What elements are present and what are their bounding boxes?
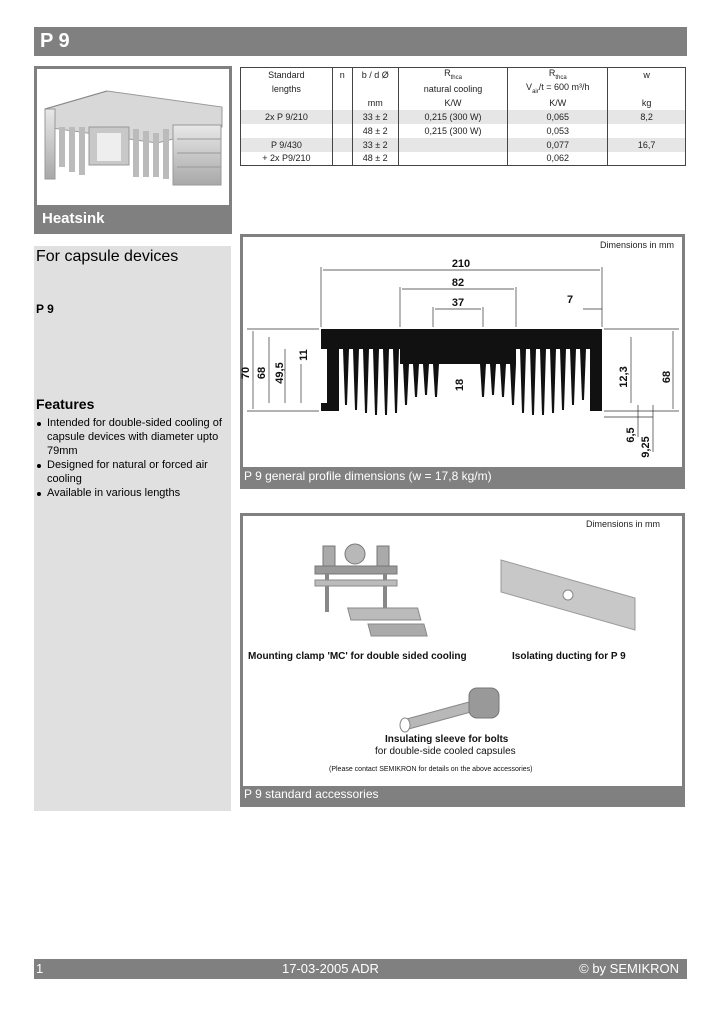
cell-forced: 0,053	[508, 124, 608, 138]
table-units-row	[241, 96, 686, 110]
cell-n	[332, 110, 352, 124]
table-header-row-2	[241, 82, 686, 96]
dim-68-left: 68	[256, 366, 268, 380]
section-heading: For capsule devices	[36, 248, 179, 265]
sleeve-label: Insulating sleeve for bolts	[385, 734, 509, 745]
profile-caption: P 9 general profile dimensions (w = 17,8 kg/m)	[244, 469, 492, 483]
list-item: Designed for natural or forced air cooling	[36, 458, 230, 486]
dim-49-5: 49,5	[274, 362, 286, 384]
dimensions-note: Dimensions in mm	[585, 519, 660, 529]
cell-natural: 0,215 (300 W)	[398, 124, 508, 138]
cell-w: 16,7	[608, 138, 686, 152]
ducting-label: Isolating ducting for P 9	[512, 651, 626, 662]
insulating-sleeve-icon	[400, 688, 499, 732]
title-text: P 9	[40, 30, 70, 52]
page-number: 1	[36, 961, 44, 976]
table-row	[241, 110, 686, 124]
dim-6-5: 6,5	[625, 427, 637, 443]
rth-r: R	[444, 68, 451, 79]
accessories-figure	[240, 513, 685, 807]
dim-68-right: 68	[661, 370, 673, 384]
col-lengths-header-2: lengths	[241, 82, 333, 96]
clamp-label: Mounting clamp 'MC' for double sided cooling	[248, 651, 467, 662]
cell-natural	[398, 152, 508, 166]
cell-natural	[398, 138, 508, 152]
rth-r-forced: R	[548, 68, 556, 79]
sleeve-sublabel: for double-side cooled capsules	[375, 746, 516, 757]
features-list	[36, 416, 230, 500]
unit-forced: K/W	[508, 96, 608, 110]
dim-82: 82	[451, 277, 465, 289]
profile-figure	[240, 234, 685, 489]
cell-w	[608, 124, 686, 138]
product-photo-panel	[34, 66, 232, 234]
dim-70: 70	[240, 366, 252, 380]
col-natural-header-2: natural cooling	[398, 82, 508, 96]
dim-37: 37	[451, 297, 465, 309]
features-heading: Features	[36, 396, 95, 412]
cell-length: 2x P 9/210	[241, 110, 333, 124]
cell-w: 8,2	[608, 110, 686, 124]
cell-bd: 33 ± 2	[352, 138, 398, 152]
dim-7: 7	[566, 294, 574, 306]
dim-18: 18	[454, 378, 466, 392]
profile-drawing	[240, 237, 682, 467]
mounting-clamp-icon	[315, 544, 427, 636]
unit-lengths	[241, 96, 333, 110]
table-row	[241, 138, 686, 152]
vair-rest: /t = 600 m³/h	[538, 82, 590, 93]
contact-note: (Please contact SEMIKRON for details on the above accessories)	[329, 766, 533, 773]
cell-n	[332, 138, 352, 152]
cell-length: + 2x P9/210	[241, 152, 333, 166]
col-n-header: n	[332, 68, 352, 82]
unit-natural: K/W	[398, 96, 508, 110]
dim-9-25: 9,25	[640, 436, 652, 458]
accessories-drawing-area	[243, 516, 682, 786]
cell-length: P 9/430	[241, 138, 333, 152]
cell-bd: 48 ± 2	[352, 152, 398, 166]
vair-v: V	[526, 82, 533, 93]
col-lengths-header: Standard	[241, 68, 333, 82]
cell-n	[332, 152, 352, 166]
model-label: P 9	[36, 302, 54, 316]
cell-forced: 0,062	[508, 152, 608, 166]
table-row	[241, 152, 686, 166]
dim-210: 210	[451, 258, 471, 270]
product-label: Heatsink	[42, 210, 105, 227]
col-bd-header-2	[352, 82, 398, 96]
left-info-panel	[34, 246, 231, 811]
col-forced-header	[508, 68, 608, 82]
vair-sub: air	[532, 88, 539, 95]
col-natural-header	[398, 68, 508, 82]
table-row	[241, 124, 686, 138]
cell-n	[332, 124, 352, 138]
cell-forced: 0,065	[508, 110, 608, 124]
accessories-caption: P 9 standard accessories	[244, 787, 379, 801]
dim-12-3: 12,3	[618, 366, 630, 388]
cell-forced: 0,077	[508, 138, 608, 152]
unit-n	[332, 96, 352, 110]
rth-sub: thca	[450, 75, 462, 82]
dim-11: 11	[298, 349, 310, 361]
profile-drawing-area	[240, 237, 682, 467]
unit-bd: mm	[352, 96, 398, 110]
table-header-row	[241, 68, 686, 82]
col-w-header: w	[608, 68, 686, 82]
col-forced-header-2	[508, 82, 608, 96]
footer-date: 17-03-2005 ADR	[282, 961, 379, 976]
isolating-ducting-icon	[501, 560, 635, 630]
dimensions-note: Dimensions in mm	[599, 240, 674, 250]
list-item: Available in various lengths	[36, 486, 230, 500]
cell-bd: 48 ± 2	[352, 124, 398, 138]
heatsink-photo	[37, 69, 229, 205]
col-n-header-2	[332, 82, 352, 96]
unit-w: kg	[608, 96, 686, 110]
spec-table	[240, 67, 686, 166]
footer-copyright: © by SEMIKRON	[579, 961, 679, 976]
col-bd-header: b / d Ø	[352, 68, 398, 82]
cell-w	[608, 152, 686, 166]
cell-bd: 33 ± 2	[352, 110, 398, 124]
col-w-header-2	[608, 82, 686, 96]
rth-sub-forced: thca	[555, 75, 567, 82]
cell-natural: 0,215 (300 W)	[398, 110, 508, 124]
page-title	[34, 27, 687, 56]
cell-length	[241, 124, 333, 138]
heatsink-illustration	[37, 69, 229, 205]
list-item: Intended for double-sided cooling of capsule devices with diameter upto 79mm	[36, 416, 230, 458]
page-footer	[34, 959, 687, 979]
